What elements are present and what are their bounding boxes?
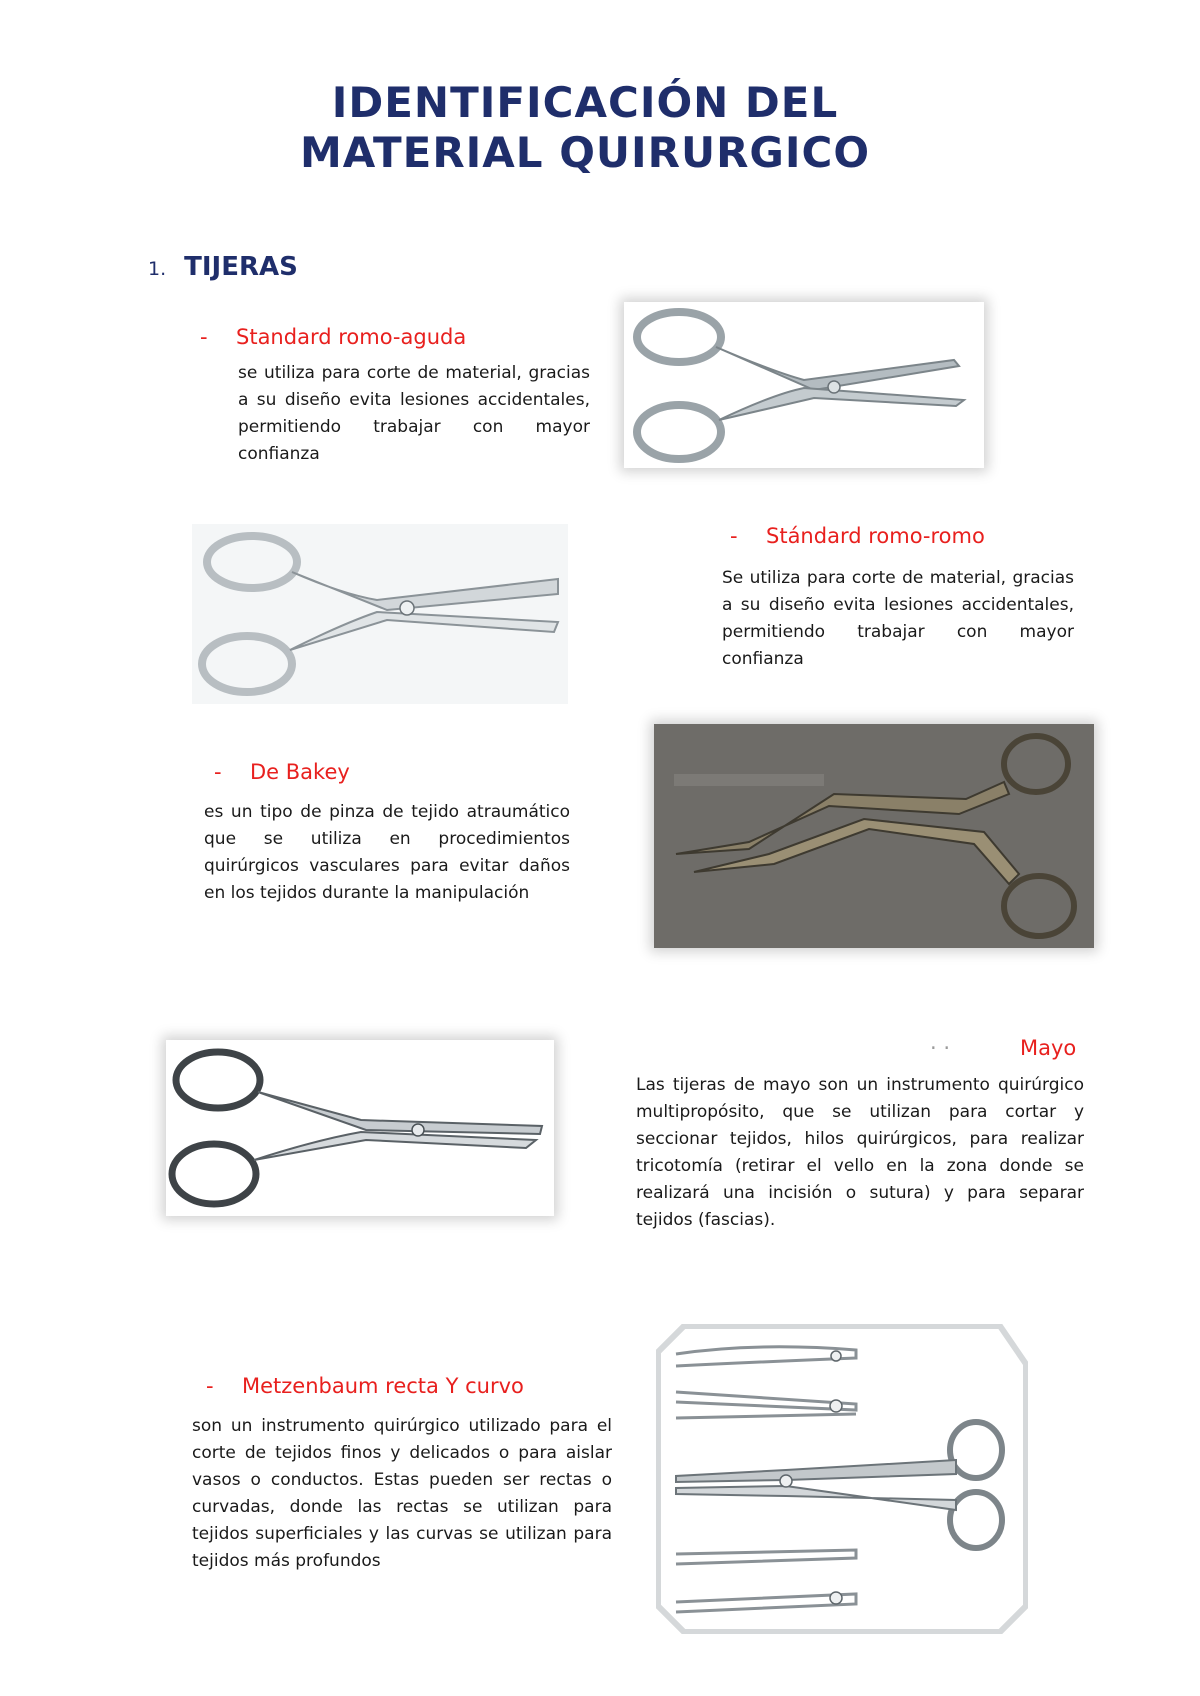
item-description-de-bakey: es un tipo de pinza de tejido atraumático que se utiliza en procedimientos quirúrgicos vasculares para evitar daños en los tejidos durante la manipulación	[204, 802, 570, 903]
item-bullet: -	[730, 524, 738, 548]
item-heading-standard-romo-aguda	[200, 325, 466, 349]
section-number: 1.	[148, 258, 167, 280]
section-label: TIJERAS	[184, 252, 298, 282]
scissors-de-bakey-photo	[654, 724, 1094, 948]
item-description-metzenbaum: son un instrumento quirúrgico utilizado para el corte de tejidos finos y delicados o para aislar vasos o conductos. Estas pueden ser rectas o curvadas, donde las rectas se utilizan para tejidos superficiales y las curvas se utilizan para tejidos más profundos	[192, 1416, 612, 1571]
scissors-romo-romo-photo	[192, 524, 568, 704]
scissors-mayo-photo	[166, 1040, 554, 1216]
item-name: Metzenbaum recta Y curvo	[242, 1374, 524, 1398]
title-line-2: MATERIAL QUIRURGICO	[299, 128, 871, 177]
item-description-mayo: Las tijeras de mayo son un instrumento quirúrgico multipropósito, que se utilizan para cortar y seccionar tejidos, hilos quirúrgicos, para realizar tricotomía (retirar el vello en la zona donde se realizará una incisión o sutura) y para separar tejidos (fascias).	[636, 1075, 1084, 1230]
item-description-standard-romo-romo: Se utiliza para corte de material, gracias a su diseño evita lesiones accidentales, permitiendo trabajar con mayor confianza	[722, 568, 1074, 669]
scissors-metzenbaum-photo	[656, 1324, 1028, 1634]
item-bullet: -	[206, 1374, 214, 1398]
item-name: De Bakey	[250, 760, 350, 784]
item-bullet: · ·	[930, 1036, 951, 1060]
item-bullet: -	[200, 325, 208, 349]
item-name: Mayo	[1020, 1036, 1077, 1060]
item-heading-mayo	[930, 1036, 1076, 1060]
item-heading-de-bakey	[214, 760, 350, 784]
scissors-romo-aguda-photo	[624, 302, 984, 468]
item-heading-standard-romo-romo	[730, 524, 985, 548]
item-bullet: -	[214, 760, 222, 784]
page-title	[0, 78, 1170, 178]
item-name: Stándard romo-romo	[766, 524, 985, 548]
section-heading	[148, 252, 298, 282]
item-description-standard-romo-aguda: se utiliza para corte de material, gracias a su diseño evita lesiones accidentales, permitiendo trabajar con mayor confianza	[238, 363, 590, 464]
item-name: Standard romo-aguda	[236, 325, 467, 349]
title-line-1: IDENTIFICACIÓN DEL	[331, 78, 839, 127]
item-heading-metzenbaum	[206, 1374, 524, 1398]
